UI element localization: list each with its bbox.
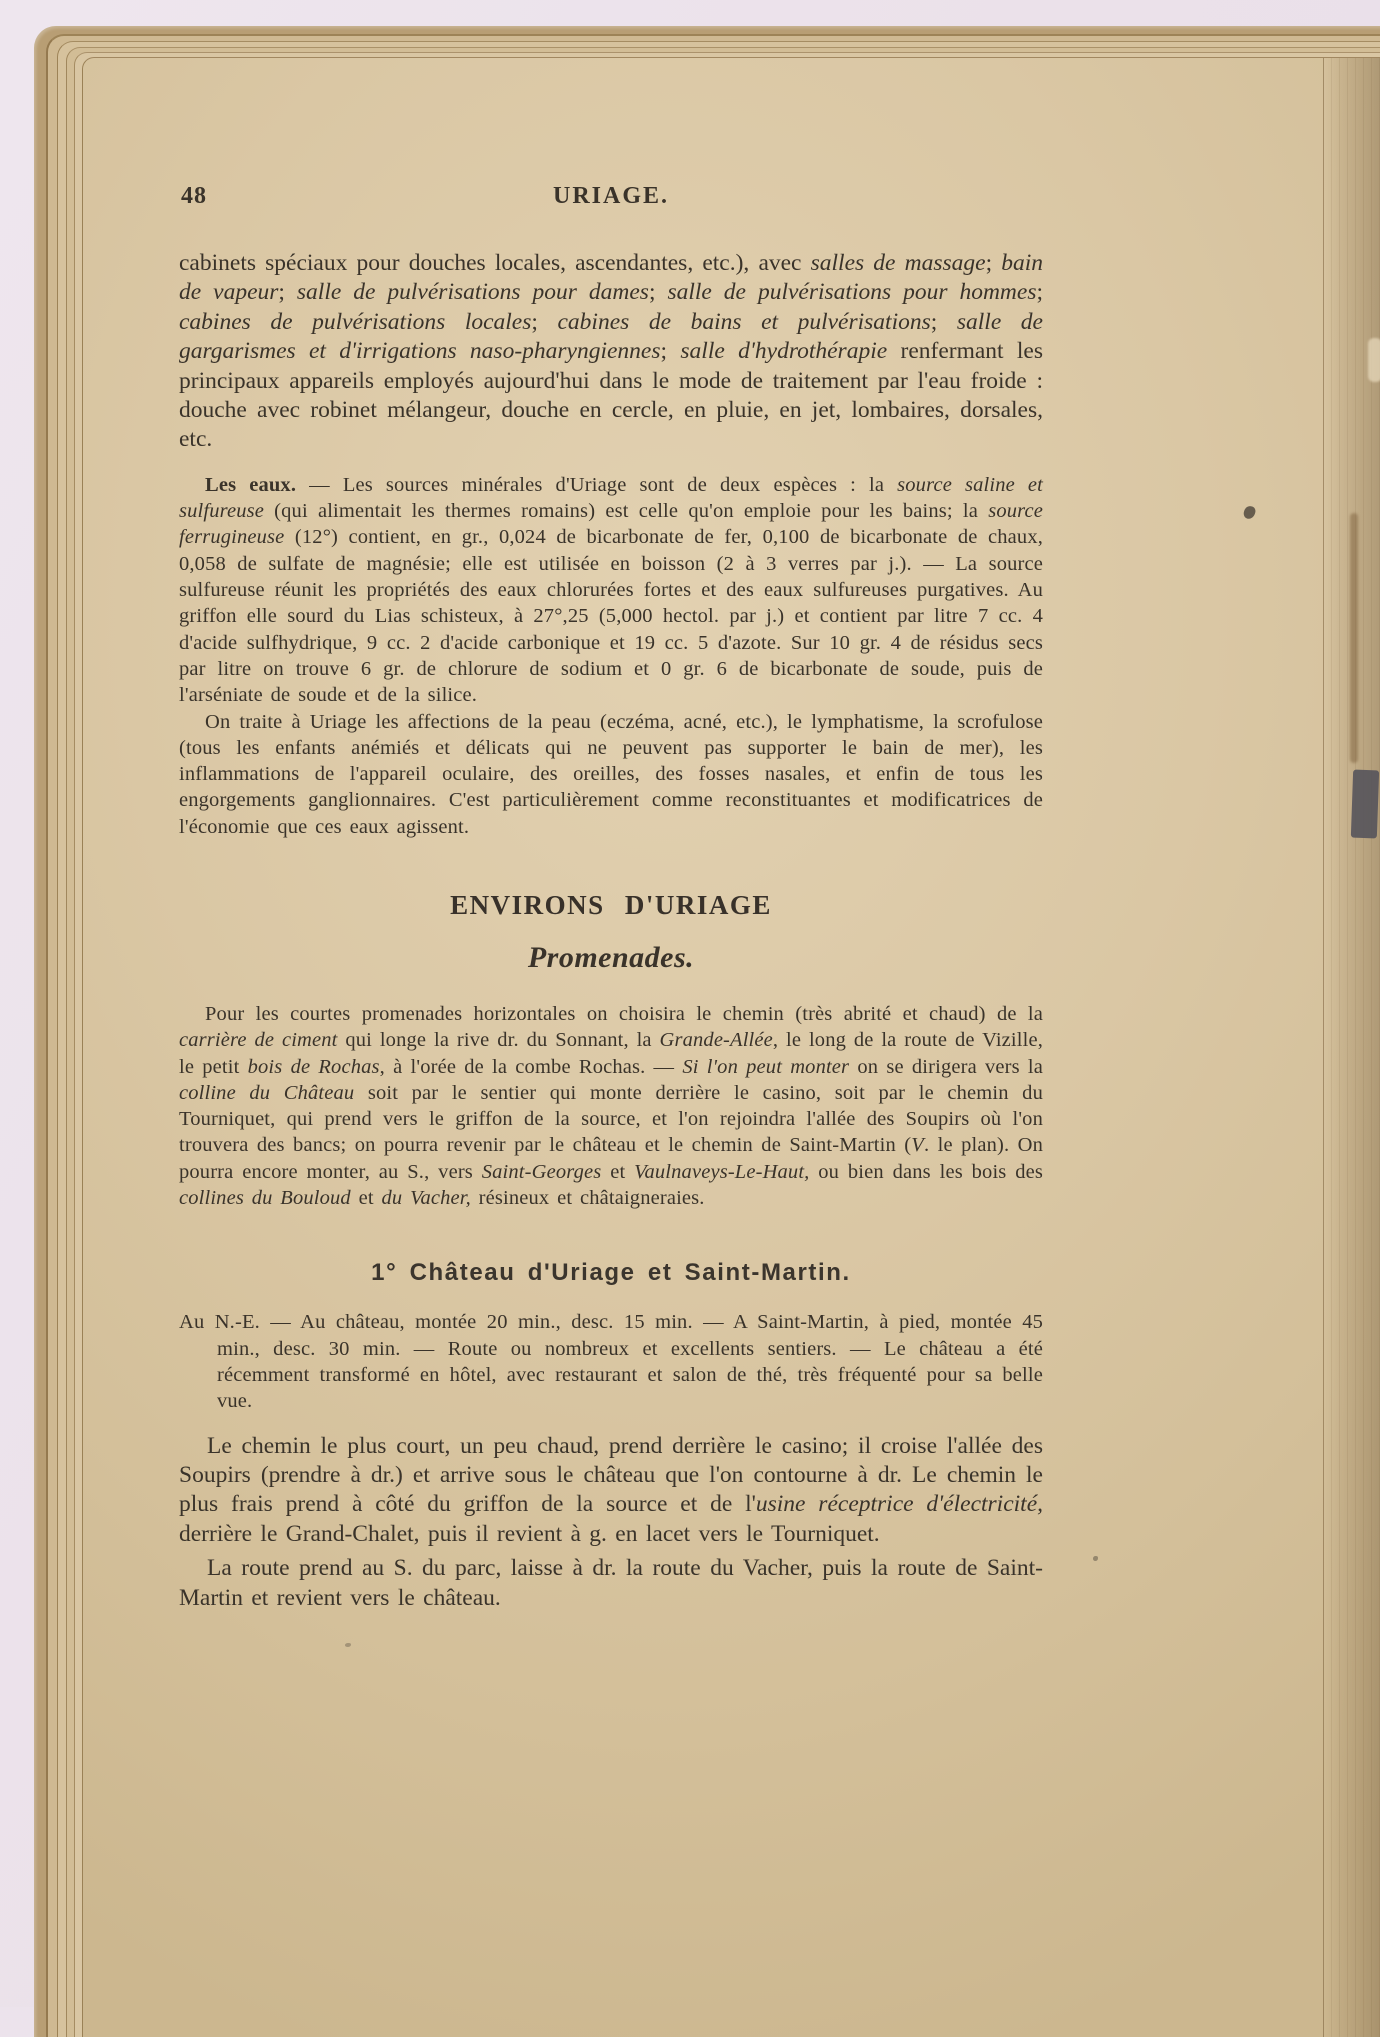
running-title: URIAGE. — [552, 183, 669, 209]
section-heading-environs: ENVIRONS D'URIAGE — [450, 890, 772, 920]
fore-edge-crease — [1350, 513, 1358, 763]
paragraph-route-sud: La route prend au S. du parc, laisse à dr. la route du Vacher, puis la route de Saint-Martin et revient vers le château. — [179, 1555, 1043, 1611]
paragraph-traitements: On traite à Uriage les affections de la peau (eczéma, acné, etc.), le lymphatisme, la scrofulose (tous les enfants anémiés et délicats qui ne peuvent pas supporter le bain de mer), les inflammations de l'appareil oculaire, des oreilles, des fosses nasales, et enfin de tous les engorgements ganglionnaires. C'est particulièrement comme reconstituantes et modificatrices de l'économie que ces eaux agissent. — [179, 710, 1043, 838]
book-page — [82, 57, 1380, 2037]
page-header — [179, 183, 1043, 213]
subsection-heading-promenades: Promenades. — [527, 941, 695, 974]
paragraph-itineraire-ne: Au N.-E. — Au château, montée 20 min., desc. 15 min. — A Saint-Martin, à pied, montée 45 min., desc. 30 min. — Route ou nombreux et excellents sentiers. — Le château a été récemment transformé en hôtel, avec restaurant et salon de thé, très fréquenté pour sa belle vue. — [179, 1311, 1043, 1413]
page-block-fore-edge — [1323, 58, 1380, 2037]
paragraph-promenades: Pour les courtes promenades horizontales on choisira le chemin (très abrité et chaud) de la carrière de ciment qui longe la rive dr. du Sonnant, la Grande-Allée, le long de la route de Vizille, le petit bois de Rochas, à l'orée de la combe Rochas. — Si l'on peut monter on se dirigera vers la colline du Château soit par le sentier qui monte derrière le casino, soit par le chemin du Tourniquet, qui prend vers le griffon de la source, et l'on rejoindra l'allée des Soupirs où l'on trouvera des bancs; on pourra revenir par le château et le chemin de Saint-Martin (V. le plan). On pourra encore monter, au S., vers Saint-Georges et Vaulnaveys-Le-Haut, ou bien dans les bois des collines du Bouloud et du Vacher, résineux et châtaigneraies. — [179, 1003, 1044, 1210]
page-number: 48 — [181, 183, 207, 209]
route-heading-chateau: 1° Château d'Uriage et Saint-Martin. — [371, 1259, 851, 1287]
text-column — [179, 183, 1043, 1613]
ink-speck — [1242, 505, 1256, 521]
paragraph-chemin-court: Le chemin le plus court, un peu chaud, prend derrière le casino; il croise l'allée des Soupirs (prendre à dr.) et arrive sous le château que l'on contourne à dr. Le chemin le plus frais prend à côté du griffon de la source et de l'usine réceptrice d'électricité, derrière le Grand-Chalet, puis il revient à g. en lacet vers le Tourniquet. — [179, 1432, 1043, 1547]
ink-speck — [345, 1643, 351, 1647]
paragraph-les-eaux: Les eaux. — Les sources minérales d'Uriage sont de deux espèces : la source saline et sulfureuse (qui alimentait les thermes romains) est celle qu'on emploie pour les bains; la source ferrugineuse (12°) contient, en gr., 0,024 de bicarbonate de fer, 0,100 de bicarbonate de chaux, 0,058 de sulfate de magnésie; elle est utilisée en boisson (2 à 3 verres par j.). — La source sulfureuse réunit les propriétés des eaux chlorurées fortes et des eaux sulfureuses purgatives. Au griffon elle sourd du Lias schisteux, à 27°,25 (5,000 hectol. par j.) et contient par litre 7 cc. 4 d'acide sulfhydrique, 9 cc. 2 d'acide carbonique et 19 cc. 5 d'azote. Sur 10 gr. 4 de résidus secs par litre on trouve 6 gr. de chlorure de sodium et 0 gr. 6 de bicarbonate de soude, puis de l'arséniate de soude et de la silice. — [179, 473, 1043, 707]
fore-edge-nick — [1368, 338, 1380, 382]
fore-edge-ink-stain — [1351, 770, 1379, 839]
paragraph-intro: cabinets spéciaux pour douches locales, ascendantes, etc.), avec salles de massage; bain de vapeur; salle de pulvérisations pour dames; salle de pulvérisations pour hommes; cabines de pulvérisations locales; cabines de bains et pulvérisations; salle de gargarismes et d'irrigations naso-pharyngiennes; salle d'hydrothérapie renfermant les principaux appareils employés aujourd'hui dans le mode de traitement par l'eau froide : douche avec robinet mélangeur, douche en cercle, en pluie, en jet, lombaires, dorsales, etc. — [179, 250, 1044, 453]
ink-speck — [1093, 1556, 1098, 1561]
